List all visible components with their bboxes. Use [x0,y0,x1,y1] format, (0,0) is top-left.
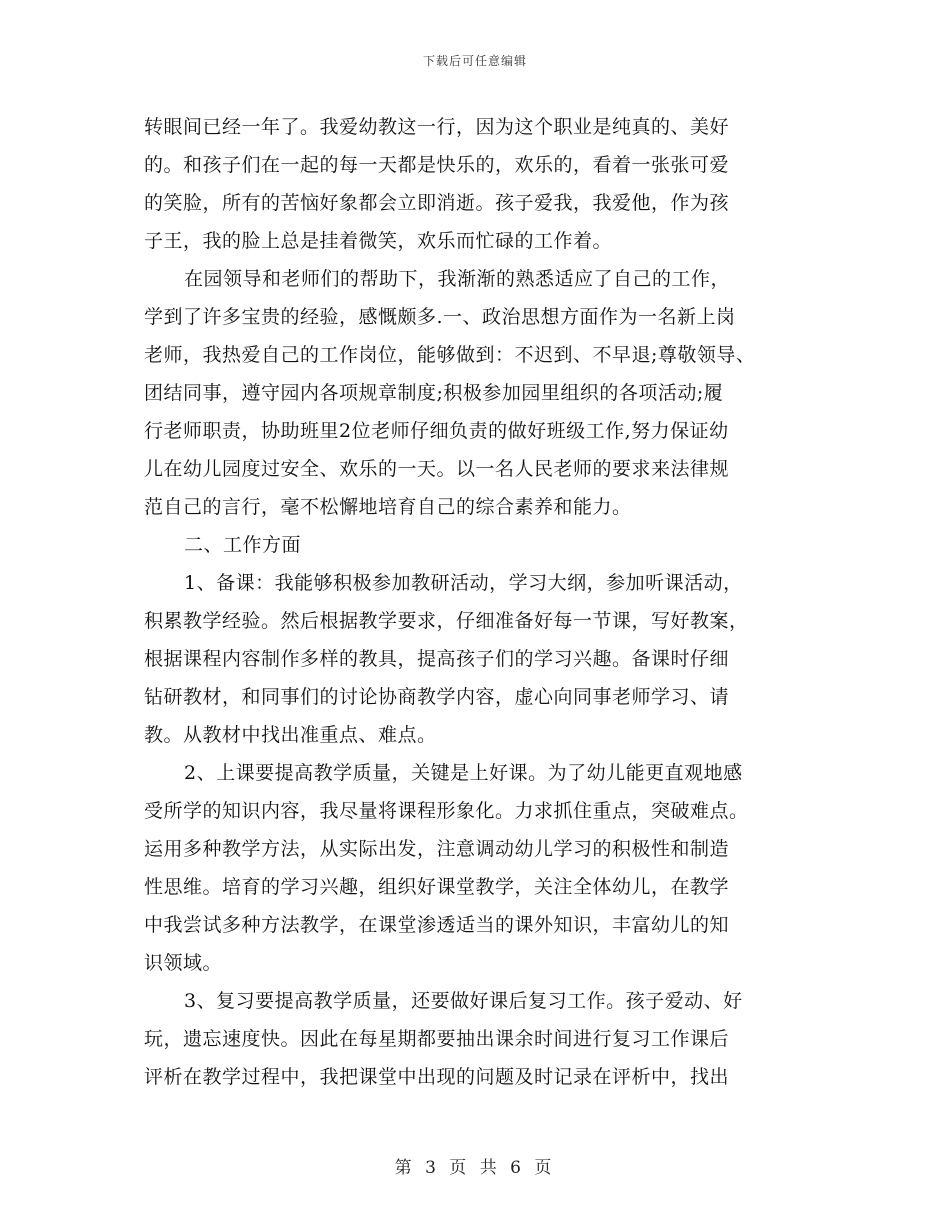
text-line: 玩，遗忘速度快。因此在每星期都要抽出课余时间进行复习工作课后 [144,1028,730,1050]
text-line: 性思维。培育的学习兴趣，组织好课堂教学，关注全体幼儿，在教学 [144,876,730,898]
text-line: 积累教学经验。然后根据教学要求，仔细准备好每一节课，写好教案， [144,610,749,632]
text-line: 受所学的知识内容，我尽量将课程形象化。力求抓住重点，突破难点。 [144,800,749,822]
document-body [144,108,814,1096]
section-heading: 二、工作方面 [184,534,302,556]
text-line: 范自己的言行，毫不松懈地培育自己的综合素养和能力。 [144,496,632,518]
page-number-footer: 第 3 页 共 6 页 [394,1158,556,1178]
text-line: 团结同事，遵守园内各项规章制度;积极参加园里组织的各项活动;履 [144,382,724,404]
paragraph-start-line: 1、备课：我能够积极参加教研活动，学习大纲，参加听课活动， [184,572,743,594]
text-line: 子王，我的脸上总是挂着微笑，欢乐而忙碌的工作着。 [144,230,613,252]
text-line: 的笑脸，所有的苦恼好象都会立即消逝。孩子爱我，我爱他，作为孩 [144,192,730,214]
paragraph-start-line: 在园领导和老师们的帮助下，我渐渐的熟悉适应了自己的工作， [184,268,731,290]
text-line: 运用多种教学方法，从实际出发，注意调动幼儿学习的积极性和制造 [144,838,730,860]
text-line: 老师，我热爱自己的工作岗位，能够做到：不迟到、不早退;尊敬领导、 [144,344,756,366]
text-line: 评析在教学过程中，我把课堂中出现的问题及时记录在评析中，找出 [144,1066,730,1088]
text-line: 转眼间已经一年了。我爱幼教这一行，因为这个职业是纯真的、美好 [144,116,730,138]
text-line: 识领域。 [144,952,223,974]
text-line: 教。从教材中找出准重点、难点。 [144,724,437,746]
text-line: 儿在幼儿园度过安全、欢乐的一天。以一名人民老师的要求来法律规 [144,458,730,480]
text-line: 根据课程内容制作多样的教具，提高孩子们的学习兴趣。备课时仔细 [144,648,730,670]
text-line: 的。和孩子们在一起的每一天都是快乐的，欢乐的，看着一张张可爱 [144,154,730,176]
text-line: 行老师职责，协助班里2位老师仔细负责的做好班级工作,努力保证幼 [144,420,729,442]
text-line: 学到了许多宝贵的经验，感慨颇多.一、政治思想方面作为一名新上岗 [144,306,736,328]
paragraph-start-line: 2、上课要提高教学质量，关键是上好课。为了幼儿能更直观地感 [184,762,743,784]
text-line: 钻研教材，和同事们的讨论协商教学内容，虚心向同事老师学习、请 [144,686,730,708]
page-header: 下载后可任意编辑 [422,54,527,68]
text-line: 中我尝试多种方法教学，在课堂渗透适当的课外知识，丰富幼儿的知 [144,914,730,936]
paragraph-start-line: 3、复习要提高教学质量，还要做好课后复习工作。孩子爱动、好 [184,990,743,1012]
